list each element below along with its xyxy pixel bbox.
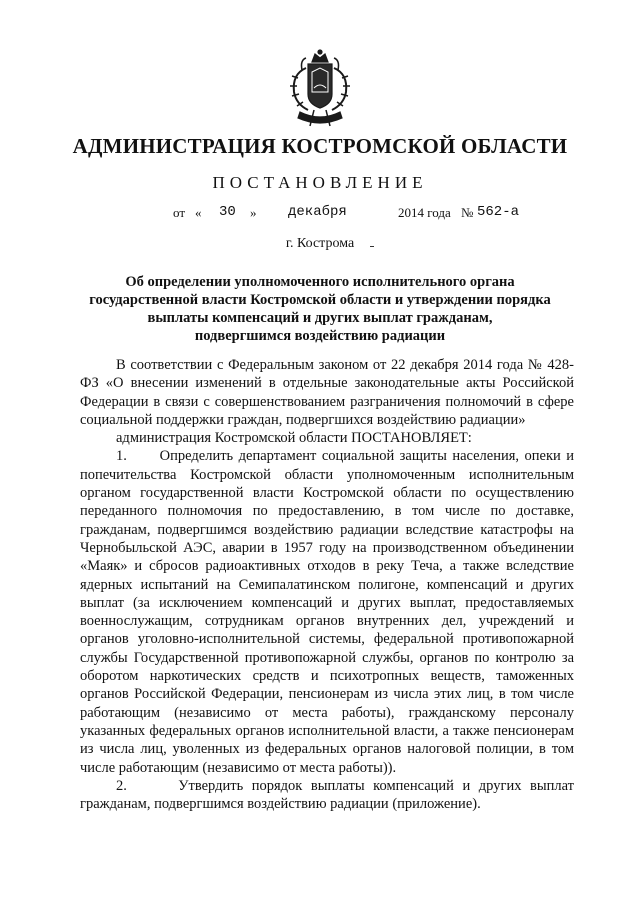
- item-1-paragraph: 1. Определить департамент социальной защиты населения, опеки и попечительства Костромской области уполномоченным исполнительным органом государственной власти Костромской области по осуществлению переданного полномочия по предоставлению, в том числе по доставке, гражданам, подвергшимся воздействию радиации вследствие катастрофы на Чернобыльской АЭС, аварии в 1957 году на производственном объединении «Маяк» и сбросов радиоактивных отходов в реку Теча, а также вследствие ядерных испытаний на Семипалатинском полигоне, компенсаций и других выплат (за исключением компенсаций и других выплат, предоставляемых военнослужащим, сотрудникам органов внутренних дел, учреждений и органов уголовно-исполнительной системы, федеральной противопожарной службы Государственной противопожарной службы, органов по контролю за оборотом наркотических средств и психотропных веществ, таможенных органов Российской Федерации, пенсионерам из числа этих лиц, в том числе работающим (независимо от места работы), гражданскому персоналу указанных федеральных органов исполнительной власти, а также пенсионерам из числа лиц, уволенных из федеральных органов налоговой полиции, в том числе работающим (независимо от места работы)).: [80, 448, 574, 776]
- date-day: 30: [219, 204, 236, 220]
- title-line: выплаты компенсаций и других выплат гражданам,: [147, 310, 493, 326]
- date-line: [0, 205, 640, 225]
- number-label: №: [461, 205, 474, 220]
- title-line: государственной власти Костромской области и утверждении порядка: [89, 292, 551, 308]
- document-number: 562-а: [477, 204, 520, 220]
- resolves-paragraph: администрация Костромской области ПОСТАНОВЛЯЕТ:: [116, 430, 472, 447]
- document-body: [80, 356, 574, 813]
- organization-name: АДМИНИСТРАЦИЯ КОСТРОМСКОЙ ОБЛАСТИ: [72, 134, 568, 158]
- close-quote: »: [250, 205, 257, 220]
- date-year: 2014 года: [398, 205, 451, 220]
- document-type: ПОСТАНОВЛЕНИЕ: [212, 173, 428, 192]
- title-line: Об определении уполномоченного исполнительного органа: [125, 274, 515, 290]
- preamble-paragraph: В соответствии с Федеральным законом от 22 декабря 2014 года № 428-ФЗ «О внесении изменений в отдельные законодательные акты Российской Федерации в связи с совершенствованием разграничения полномочий в сфере социальной поддержки граждан, подвергшихся воздействию радиации»: [80, 357, 574, 428]
- coat-of-arms-icon: [270, 48, 370, 130]
- ink-mark: [370, 246, 374, 247]
- item-2-paragraph: 2. Утвердить порядок выплаты компенсаций и других выплат гражданам, подвергшимся воздействию радиации (приложение).: [80, 777, 574, 813]
- document-title: [70, 273, 570, 345]
- open-quote: «: [195, 205, 202, 220]
- city-line: г. Кострома: [285, 236, 355, 251]
- title-line: подвергшимся воздействию радиации: [194, 328, 446, 344]
- date-month: декабря: [288, 204, 347, 220]
- date-prefix: от: [173, 205, 186, 220]
